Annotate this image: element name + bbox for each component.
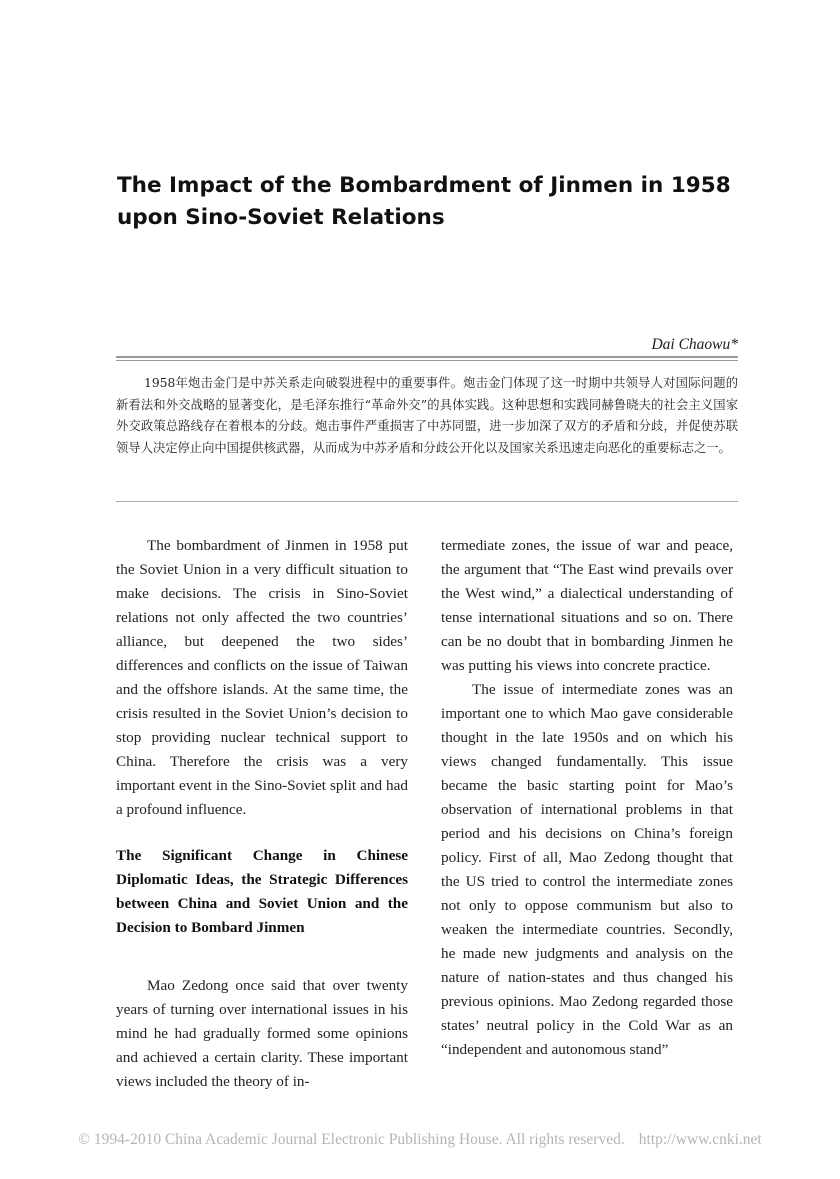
copyright-notice: © 1994-2010 China Academic Journal Electronic Publishing House. All rights reserved.	[78, 1131, 625, 1148]
article-title	[117, 170, 757, 234]
abstract-divider	[116, 501, 738, 502]
right-column	[441, 534, 733, 1062]
body-paragraph: termediate zones, the issue of war and peace, the argument that “The East wind prevails over the West wind,” a dialectical understanding of tense international situations and so on. There can be no doubt that in bombarding Jinmen he was putting his views into concrete practice.	[441, 537, 733, 674]
author-name: Dai Chaowu*	[651, 336, 738, 353]
section-heading: The Significant Change in Chinese Diplomatic Ideas, the Strategic Differences between China and Soviet Union and the Decision to Bombard Jinmen	[116, 847, 408, 936]
page-footer	[0, 1131, 840, 1149]
top-divider	[116, 356, 738, 361]
body-paragraph: The bombardment of Jinmen in 1958 put the Soviet Union in a very difficult situation to make decisions. The crisis in Sino-Soviet relations not only affected the two countries’ alliance, but deepened the two sides’ differences and conflicts on the issue of Taiwan and the offshore islands. At the same time, the crisis resulted in the Soviet Union’s decision to stop providing nuclear technical support to China. Therefore the crisis was a very important event in the Sino-Soviet split and had a profound influence.	[116, 537, 408, 818]
title-line-1: The Impact of the Bombardment of Jinmen in 1958	[117, 173, 731, 198]
body-paragraph: Mao Zedong once said that over twenty years of turning over international issues in his mind he had gradually formed some opinions and achieved a certain clarity. These important views included the theory of in-	[116, 977, 408, 1090]
footer-url[interactable]: http://www.cnki.net	[638, 1131, 762, 1148]
left-column	[116, 534, 408, 1094]
abstract-text: 1958年炮击金门是中苏关系走向破裂进程中的重要事件。炮击金门体现了这一时期中共领导人对国际问题的新看法和外交战略的显著变化，是毛泽东推行“革命外交”的具体实践。这种思想和实践同赫鲁晓夫的社会主义国家外交政策总路线存在着根本的分歧。炮击事件严重损害了中苏同盟，进一步加深了双方的矛盾和分歧，并促使苏联领导人决定停止向中国提供核武器，从而成为中苏矛盾和分歧公开化以及国家关系迅速走向恶化的重要标志之一。	[116, 376, 738, 455]
body-paragraph: The issue of intermediate zones was an important one to which Mao gave considerable thought in the late 1950s and on which his views changed fundamentally. This issue became the basic starting point for Mao’s observation of international problems in that period and his decisions on China’s foreign policy. First of all, Mao Zedong thought that the US tried to control the intermediate zones not only to oppose communism but also to weaken the intermediate countries. Secondly, he made new judgments and analysis on the nature of nation-states and thus changed his previous opinions. Mao Zedong regarded those states’ neutral policy in the Cold War as an “independent and autonomous stand”	[441, 681, 733, 1058]
chinese-abstract	[116, 373, 738, 459]
title-line-2: upon Sino-Soviet Relations	[117, 205, 445, 230]
